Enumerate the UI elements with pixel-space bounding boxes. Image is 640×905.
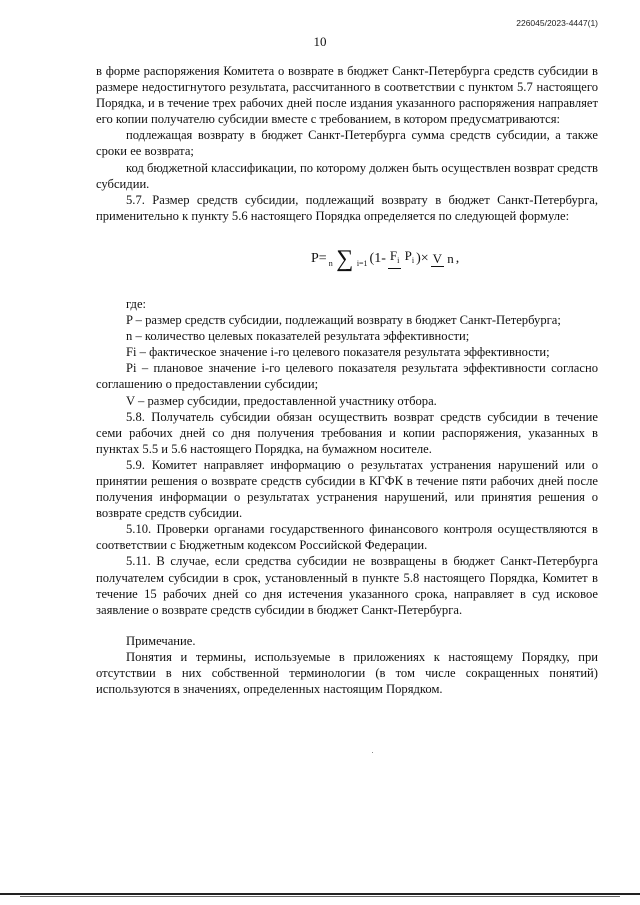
paragraph: код бюджетной классификации, по которому должен быть осуществлен возврат средств субсидии. bbox=[96, 160, 598, 191]
paragraph: подлежащая возврату в бюджет Санкт-Петербурга сумма средств субсидии, а также сроки ее возврата; bbox=[96, 128, 598, 159]
fraction-denominator-sub: i bbox=[411, 256, 415, 266]
fraction-n: n bbox=[447, 250, 454, 266]
sum-operator bbox=[328, 245, 368, 272]
formula-close: )× bbox=[416, 250, 429, 266]
note-text: Понятия и термины, используемые в приложениях к настоящему Порядку, при отсутствии в них собственной терминологии (в том числе сокращенных понятий) используются в значениях, определенных настоящим Порядком. bbox=[96, 649, 598, 697]
formula-open: (1- bbox=[369, 250, 386, 266]
sum-upper-limit: n bbox=[328, 258, 333, 268]
formula-tail: , bbox=[455, 250, 460, 266]
bottom-border-line bbox=[0, 893, 640, 895]
paragraph: в форме распоряжения Комитета о возврате в бюджет Санкт-Петербурга средств субсидии в размере недостигнутого результата, рассчитанного в соответствии с пунктом 5.7 настоящего Порядка, и в течение трех рабочих дней после издания указанного распоряжения направляет его копии получателю субсидии вместе с требованием, в котором предусматриваются: bbox=[96, 64, 598, 127]
fraction-v: V bbox=[432, 250, 443, 266]
note-title: Примечание. bbox=[126, 633, 196, 648]
fraction-f-over-p bbox=[388, 248, 414, 269]
paragraph-5-10: 5.10. Проверки органами государственного финансового контроля осуществляются в соответствии с Бюджетным кодексом Российской Федерации. bbox=[96, 522, 598, 553]
fraction-numerator: F bbox=[389, 248, 398, 264]
fraction-denominator: P bbox=[404, 248, 412, 264]
bottom-border-line-thin bbox=[20, 896, 620, 897]
paragraph-5-9: 5.9. Комитет направляет информацию о результатах устранения нарушений или о принятии решения о возврате средств субсидии в КГФК в течение пяти рабочих дней после получения информации о результатах устранения нарушений, или принятия решения о возврате средств субсидии. bbox=[96, 457, 598, 521]
fraction-numerator-sub: i bbox=[397, 256, 400, 266]
paragraph-5-7: 5.7. Размер средств субсидии, подлежащий возврату в бюджет Санкт-Петербурга, применительно к пункту 5.6 настоящего Порядка определяется по следующей формуле: bbox=[96, 192, 598, 223]
where-label: где: bbox=[126, 296, 147, 311]
formula bbox=[96, 226, 598, 294]
sigma-sign: ∑ bbox=[336, 245, 354, 272]
definition-item: n – количество целевых показателей результата эффективности; bbox=[126, 329, 470, 344]
scan-speck bbox=[372, 752, 373, 753]
page-number: 10 bbox=[313, 34, 327, 49]
formula-lhs: P bbox=[311, 250, 319, 266]
paragraph-5-8: 5.8. Получатель субсидии обязан осуществить возврат средств субсидии в течение семи рабочих дней со дня получения требования и копии распоряжения, указанных в пунктах 5.5 и 5.6 настоящего Порядка, на бумажном носителе. bbox=[96, 409, 598, 456]
definition-item: V – размер субсидии, предоставленной участнику отбора. bbox=[126, 393, 437, 408]
document-body bbox=[96, 63, 598, 697]
sum-lower-limit: i=1 bbox=[356, 258, 368, 268]
definition-item: Pi – плановое значение i-го целевого показателя результата эффективности согласно соглашению о предоставлении субсидии; bbox=[96, 361, 598, 392]
document-number: 226045/2023-4447(1) bbox=[516, 18, 598, 28]
fraction-v-over-n bbox=[431, 251, 454, 267]
formula-equals: = bbox=[318, 250, 327, 266]
definition-item: Fi – фактическое значение i-го целевого показателя результата эффективности; bbox=[126, 345, 550, 360]
definition-item: P – размер средств субсидии, подлежащий возврату в бюджет Санкт-Петербурга; bbox=[126, 313, 561, 328]
paragraph-5-11: 5.11. В случае, если средства субсидии не возвращены в бюджет Санкт-Петербурга получателем субсидии в срок, установленный в пункте 5.8 настоящего Порядка, Комитет в течение 15 рабочих дней со дня истечения указанного срока, направляет в суд исковое заявление о возврате средств субсидии в бюджет Санкт-Петербурга. bbox=[96, 554, 598, 617]
